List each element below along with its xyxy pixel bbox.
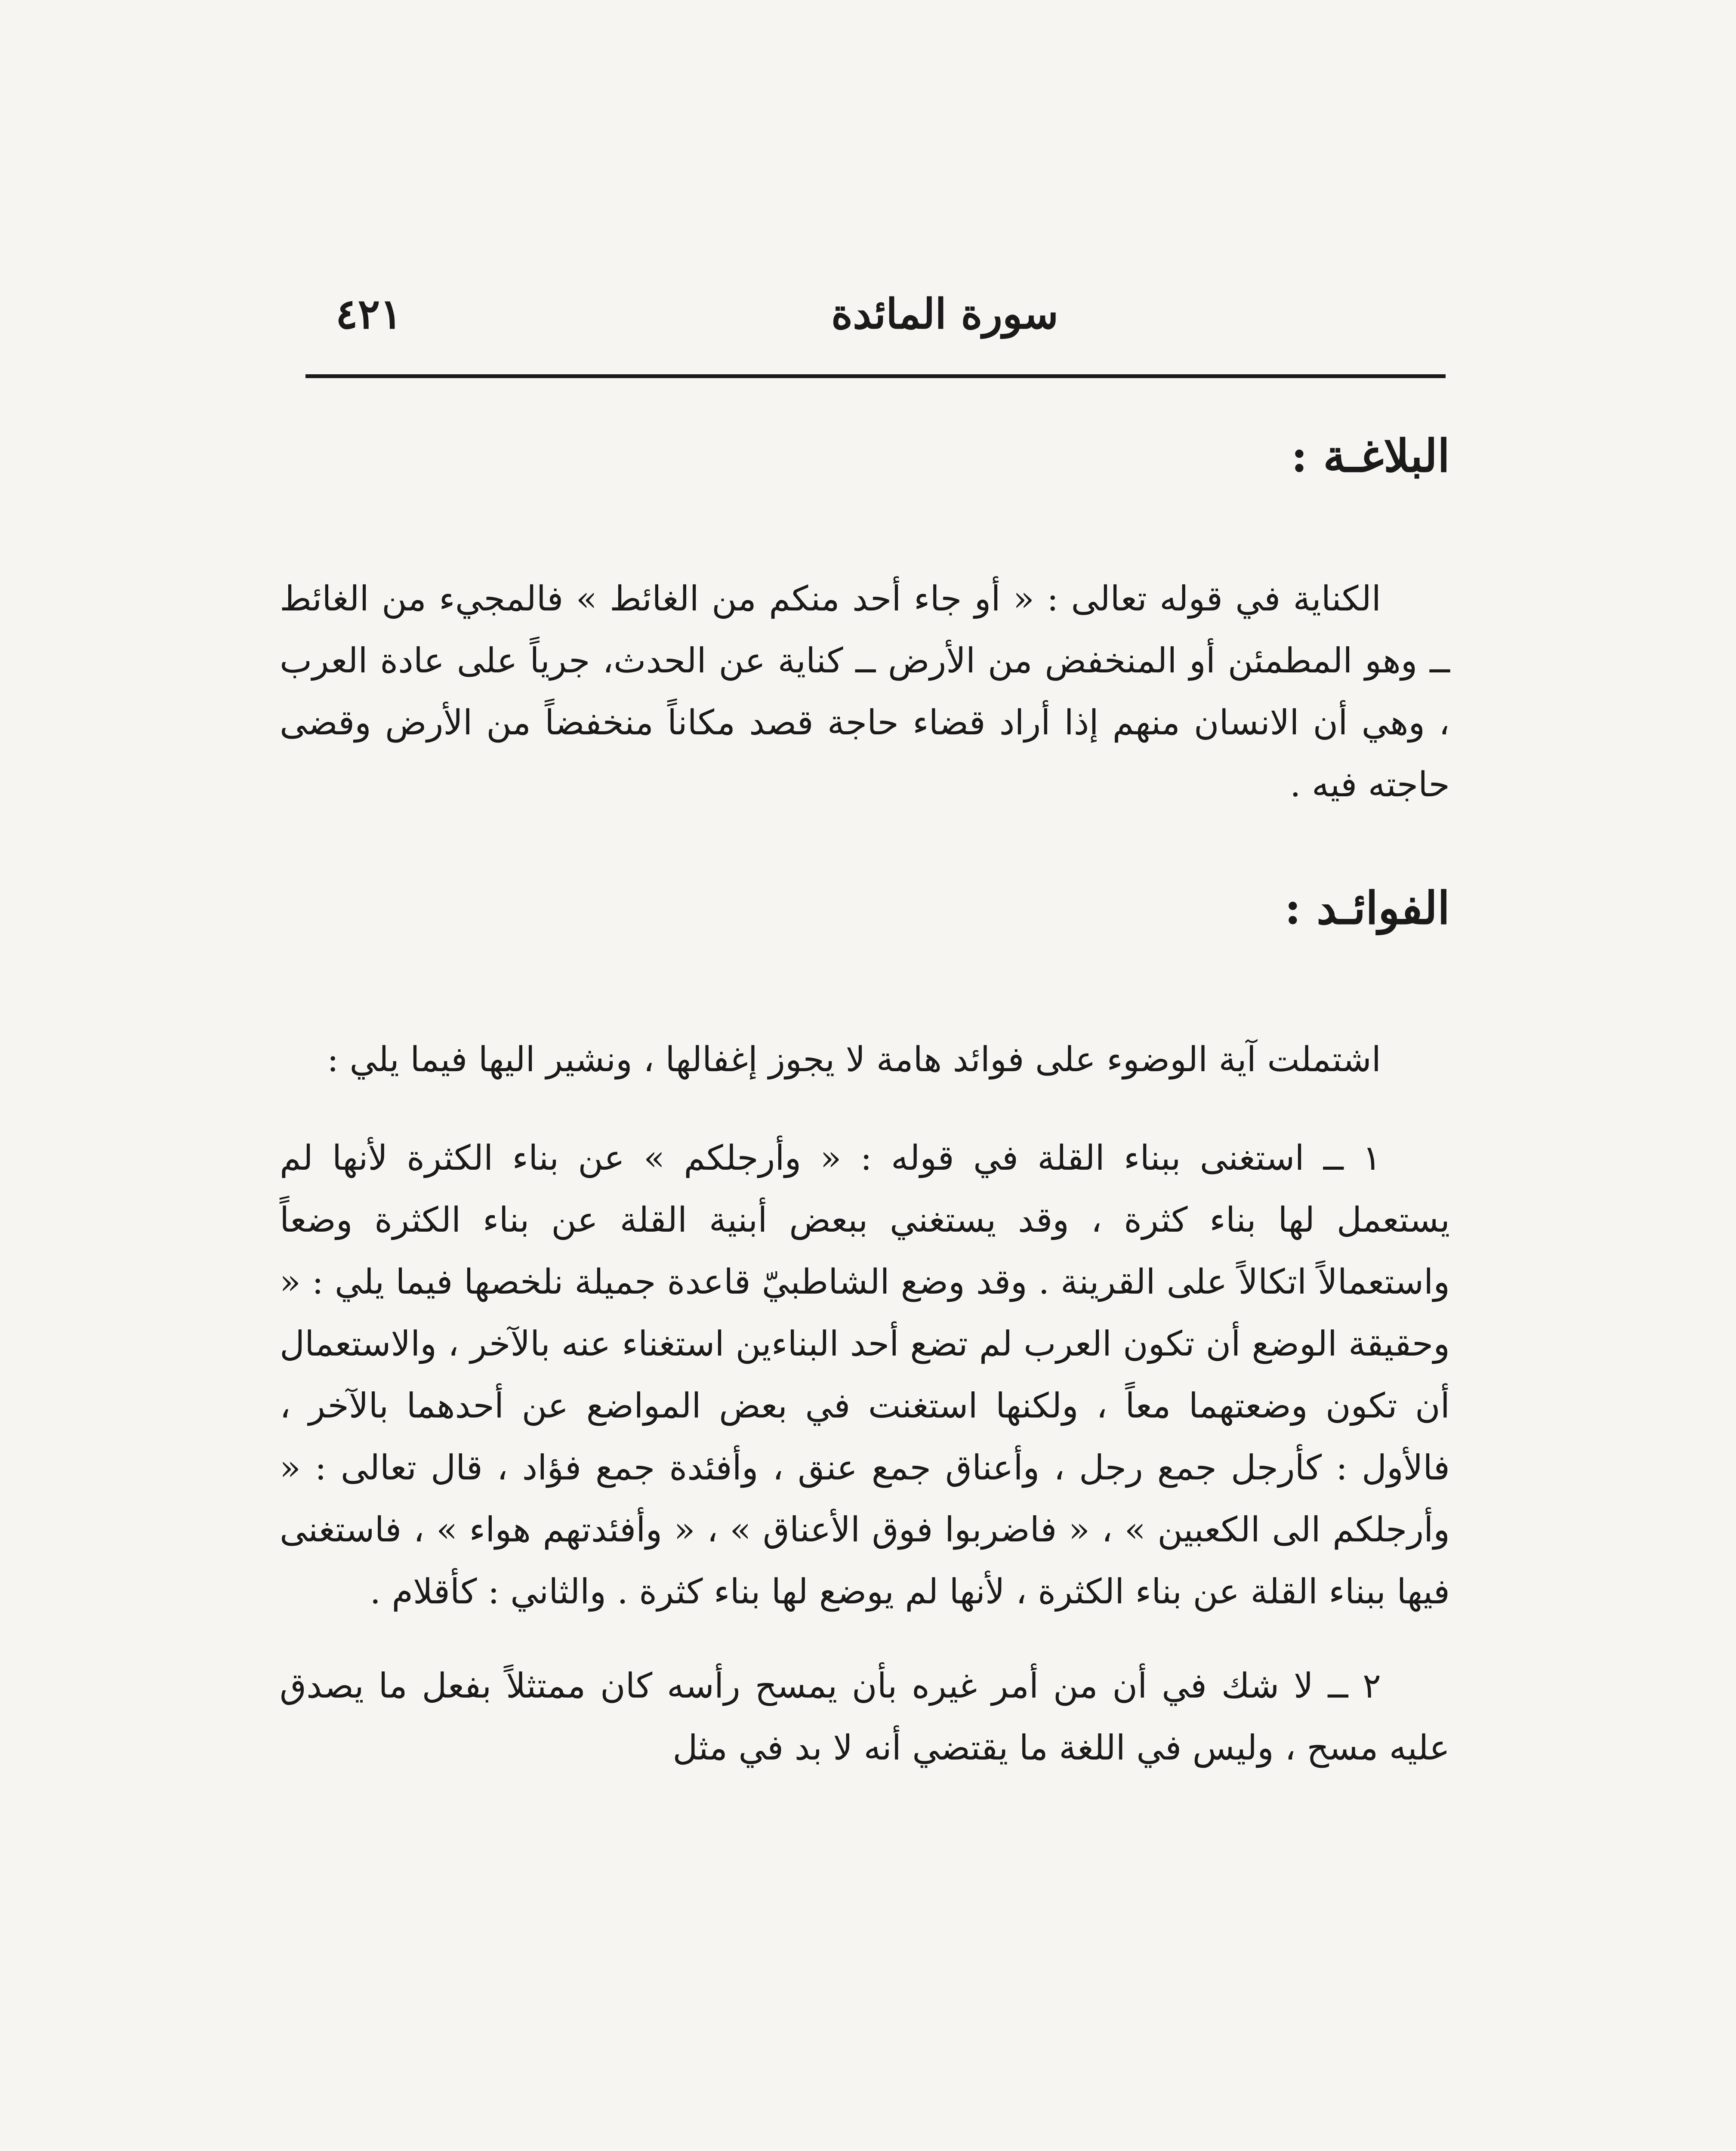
section-heading-balagha: البلاغـة : <box>1291 429 1450 482</box>
paragraph-point-2: ٢ ــ لا شك في أن من أمر غيره بأن يمسح رأسه كان ممتثلاً بفعل ما يصدق عليه مسح ، وليس في اللغة ما يقتضي أنه لا بد في مثل <box>280 1666 1450 1768</box>
section-heading-fawaid: الفوائـد : <box>1284 881 1450 934</box>
page-header <box>301 282 1446 346</box>
paragraph-point-1: ١ ــ استغنى ببناء القلة في قوله : « وأرجلكم » عن بناء الكثرة لأنها لم يستعمل لها بناء كثرة ، وقد يستغني ببعض أبنية القلة عن بناء الكثرة وضعاً واستعمالاً اتكالاً على القرينة . وقد وضع الشاطبيّ قاعدة جميلة نلخصها فيما يلي : « وحقيقة الوضع أن تكون العرب لم تضع أحد البناءين استغناء عنه بالآخر ، والاستعمال أن تكون وضعتهما معاً ، ولكنها استغنت في بعض المواضع عن أحدهما بالآخر ، فالأول : كأرجل جمع رجل ، وأعناق جمع عنق ، وأفئدة جمع فؤاد ، قال تعالى : « وأرجلكم الى الكعبين » ، « فاضربوا فوق الأعناق » ، « وأفئدتهم هواء » ، فاستغنى فيها ببناء القلة عن بناء الكثرة ، لأنها لم يوضع لها بناء كثرة . والثاني : كأقلام . <box>280 1138 1450 1612</box>
paragraph-fawaid-intro: اشتملت آية الوضوء على فوائد هامة لا يجوز إغفالها ، ونشير اليها فيما يلي : <box>327 1039 1381 1079</box>
running-title: سورة المائدة <box>831 290 1058 338</box>
paragraph-kinaya: الكناية في قوله تعالى : « أو جاء أحد منكم من الغائط » فالمجيء من الغائط ــ وهو المطمئن أو المنخفض من الأرض ــ كناية عن الحدث، جرياً على عادة العرب ، وهي أن الانسان منهم إذا أراد قضاء حاجة قصد مكاناً منخفضاً من الأرض وقضى حاجته فيه . <box>280 579 1450 804</box>
header-divider <box>305 374 1446 378</box>
page-body <box>280 400 1450 1779</box>
page-number: ٤٢١ <box>336 290 402 338</box>
